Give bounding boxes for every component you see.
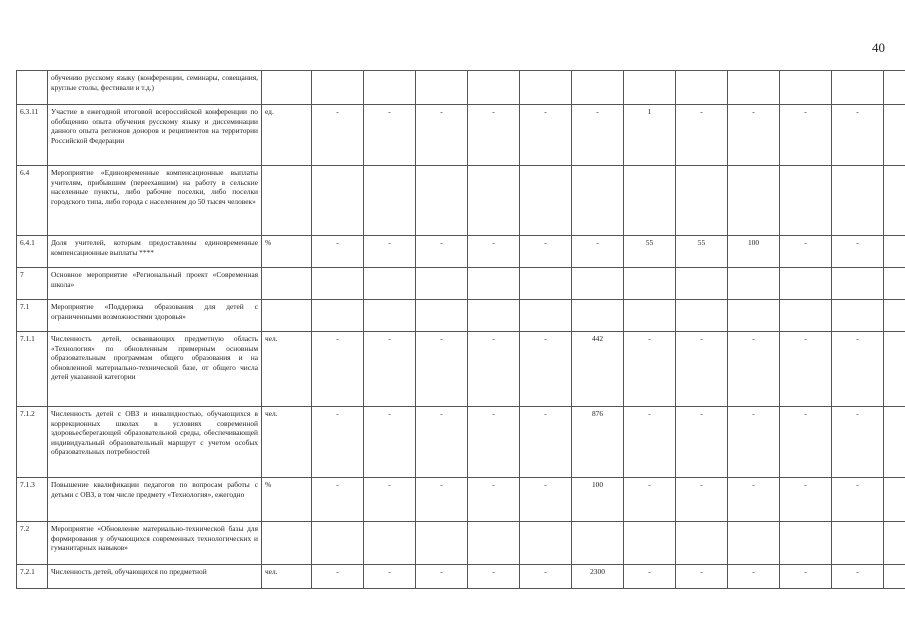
value-cell xyxy=(884,71,905,105)
value-cell: - xyxy=(468,478,520,522)
row-number: 7.1.2 xyxy=(17,407,48,478)
table-row xyxy=(17,166,905,236)
row-number: 7.2 xyxy=(17,522,48,565)
value-cell: - xyxy=(520,407,572,478)
value-cell xyxy=(468,268,520,300)
value-cell xyxy=(364,71,416,105)
value-cell: - xyxy=(416,236,468,268)
value-cell: - xyxy=(728,105,780,166)
value-cell: - xyxy=(832,332,884,407)
row-name: Основное мероприятие «Региональный проект «Современная школа» xyxy=(48,268,262,300)
table-row xyxy=(17,407,905,478)
value-cell xyxy=(884,332,905,407)
value-cell xyxy=(832,300,884,332)
value-cell xyxy=(832,166,884,236)
value-cell xyxy=(572,166,624,236)
value-cell xyxy=(676,522,728,565)
value-cell xyxy=(416,268,468,300)
value-cell xyxy=(780,166,832,236)
value-cell xyxy=(832,522,884,565)
value-cell xyxy=(520,71,572,105)
row-name: Численность детей, обучающихся по предметной xyxy=(48,565,262,589)
value-cell xyxy=(884,236,905,268)
value-cell: - xyxy=(416,332,468,407)
value-cell: - xyxy=(832,105,884,166)
row-number: 6.4 xyxy=(17,166,48,236)
value-cell xyxy=(572,300,624,332)
row-name: Мероприятие «Единовременные компенсационные выплаты учителям, прибывшим (переехавшим) на работу в сельские населенные пункты, либо рабочие поселки, либо поселки городского типа, либо города с населением до 50 тысяч человек» xyxy=(48,166,262,236)
value-cell: - xyxy=(364,332,416,407)
value-cell xyxy=(676,300,728,332)
value-cell xyxy=(780,268,832,300)
value-cell xyxy=(624,522,676,565)
row-number: 6.3.11 xyxy=(17,105,48,166)
row-unit xyxy=(262,166,312,236)
table-row xyxy=(17,268,905,300)
value-cell: - xyxy=(468,332,520,407)
value-cell xyxy=(780,300,832,332)
table-row xyxy=(17,478,905,522)
value-cell: - xyxy=(780,478,832,522)
value-cell: - xyxy=(676,407,728,478)
value-cell: - xyxy=(624,332,676,407)
value-cell xyxy=(884,166,905,236)
row-number xyxy=(17,71,48,105)
row-name: Мероприятие «Поддержка образования для детей с ограниченными возможностями здоровья» xyxy=(48,300,262,332)
table-row xyxy=(17,236,905,268)
value-cell: - xyxy=(416,105,468,166)
value-cell: - xyxy=(520,105,572,166)
value-cell: - xyxy=(780,565,832,589)
row-name: Доля учителей, которым предоставлены единовременные компенсационные выплаты **** xyxy=(48,236,262,268)
value-cell xyxy=(520,522,572,565)
value-cell: - xyxy=(416,478,468,522)
table-row xyxy=(17,71,905,105)
value-cell: - xyxy=(832,236,884,268)
value-cell: - xyxy=(312,565,364,589)
value-cell xyxy=(884,268,905,300)
value-cell xyxy=(416,522,468,565)
value-cell xyxy=(676,166,728,236)
value-cell: 55 xyxy=(624,236,676,268)
row-number: 7 xyxy=(17,268,48,300)
value-cell: 442 xyxy=(572,332,624,407)
value-cell xyxy=(832,268,884,300)
table-row xyxy=(17,565,905,589)
value-cell: - xyxy=(312,407,364,478)
value-cell xyxy=(728,268,780,300)
table-row xyxy=(17,522,905,565)
value-cell xyxy=(520,300,572,332)
value-cell: 100 xyxy=(728,236,780,268)
value-cell: 55 xyxy=(676,236,728,268)
table-row xyxy=(17,300,905,332)
value-cell xyxy=(312,268,364,300)
value-cell xyxy=(884,565,905,589)
value-cell: - xyxy=(832,478,884,522)
value-cell xyxy=(364,166,416,236)
value-cell: - xyxy=(676,565,728,589)
row-unit: ед. xyxy=(262,105,312,166)
value-cell xyxy=(884,300,905,332)
value-cell: - xyxy=(468,565,520,589)
value-cell xyxy=(884,105,905,166)
value-cell: - xyxy=(468,105,520,166)
value-cell: - xyxy=(624,478,676,522)
value-cell: - xyxy=(780,407,832,478)
row-number: 7.2.1 xyxy=(17,565,48,589)
value-cell: 876 xyxy=(572,407,624,478)
value-cell: - xyxy=(364,236,416,268)
indicators-table xyxy=(16,70,905,589)
value-cell xyxy=(780,522,832,565)
value-cell: - xyxy=(312,105,364,166)
value-cell: - xyxy=(520,332,572,407)
row-number: 7.1 xyxy=(17,300,48,332)
value-cell xyxy=(312,71,364,105)
row-name: Численность детей, осваивающих предметную область «Технология» по обновленным примерным основным образовательным программам общего образования и на обновленной материально-технической базе, от общего числа детей указанной категории xyxy=(48,332,262,407)
value-cell: - xyxy=(728,478,780,522)
value-cell xyxy=(416,166,468,236)
value-cell xyxy=(728,71,780,105)
value-cell xyxy=(780,71,832,105)
value-cell: - xyxy=(364,478,416,522)
row-name: Численность детей с ОВЗ и инвалидностью, обучающихся в коррекционных школах в условиях современной здоровьесберегающей образовательной среды, обеспечивающей индивидуальный образовательный маршрут с учетом особых образовательных потребностей xyxy=(48,407,262,478)
value-cell: 2300 xyxy=(572,565,624,589)
value-cell: - xyxy=(572,236,624,268)
value-cell xyxy=(624,300,676,332)
value-cell xyxy=(572,268,624,300)
value-cell xyxy=(572,71,624,105)
row-name: Мероприятие «Обновление материально-технической базы для формирования у обучающихся современных технологических и гуманитарных навыков» xyxy=(48,522,262,565)
value-cell xyxy=(572,522,624,565)
value-cell xyxy=(364,300,416,332)
value-cell xyxy=(676,71,728,105)
value-cell xyxy=(468,522,520,565)
value-cell xyxy=(832,71,884,105)
value-cell xyxy=(312,522,364,565)
table-row xyxy=(17,105,905,166)
row-unit xyxy=(262,71,312,105)
value-cell: - xyxy=(624,407,676,478)
row-unit: чел. xyxy=(262,565,312,589)
value-cell: - xyxy=(520,478,572,522)
value-cell xyxy=(468,71,520,105)
value-cell: - xyxy=(364,407,416,478)
value-cell: - xyxy=(676,332,728,407)
row-unit: % xyxy=(262,236,312,268)
row-unit xyxy=(262,300,312,332)
value-cell xyxy=(884,522,905,565)
value-cell: 1 xyxy=(624,105,676,166)
value-cell: - xyxy=(728,565,780,589)
value-cell xyxy=(884,478,905,522)
value-cell xyxy=(884,407,905,478)
value-cell xyxy=(624,268,676,300)
value-cell xyxy=(364,268,416,300)
value-cell: - xyxy=(676,478,728,522)
value-cell: - xyxy=(364,105,416,166)
row-number: 6.4.1 xyxy=(17,236,48,268)
value-cell xyxy=(728,522,780,565)
value-cell xyxy=(624,166,676,236)
value-cell: - xyxy=(416,565,468,589)
value-cell xyxy=(468,166,520,236)
value-cell: - xyxy=(728,407,780,478)
value-cell xyxy=(416,71,468,105)
value-cell: - xyxy=(728,332,780,407)
value-cell xyxy=(468,300,520,332)
value-cell xyxy=(520,268,572,300)
value-cell xyxy=(676,268,728,300)
value-cell: - xyxy=(416,407,468,478)
value-cell xyxy=(364,522,416,565)
row-name: Участие в ежегодной итоговой всероссийской конференции по обобщению опыта обучения русскому языку и диссеминации данного опыта регионов доноров и реципиентов на территории Российской Федерации xyxy=(48,105,262,166)
value-cell: - xyxy=(676,105,728,166)
value-cell: - xyxy=(364,565,416,589)
value-cell: - xyxy=(780,105,832,166)
value-cell: - xyxy=(572,105,624,166)
value-cell: - xyxy=(312,478,364,522)
row-name: обучению русскому языку (конференции, семинары, совещания, круглые столы, фестивали и т.д.) xyxy=(48,71,262,105)
row-name: Повышение квалификации педагогов по вопросам работы с детьми с ОВЗ, в том числе предмету «Технология», ежегодно xyxy=(48,478,262,522)
value-cell: 100 xyxy=(572,478,624,522)
value-cell xyxy=(416,300,468,332)
row-unit: чел. xyxy=(262,332,312,407)
value-cell: - xyxy=(624,565,676,589)
value-cell: - xyxy=(312,236,364,268)
value-cell xyxy=(520,166,572,236)
value-cell: - xyxy=(520,236,572,268)
value-cell: - xyxy=(468,236,520,268)
row-unit: чел. xyxy=(262,407,312,478)
value-cell: - xyxy=(780,332,832,407)
row-number: 7.1.1 xyxy=(17,332,48,407)
table-row xyxy=(17,332,905,407)
row-unit xyxy=(262,522,312,565)
value-cell xyxy=(312,166,364,236)
value-cell: - xyxy=(832,565,884,589)
value-cell: - xyxy=(468,407,520,478)
value-cell xyxy=(624,71,676,105)
value-cell: - xyxy=(832,407,884,478)
row-unit: % xyxy=(262,478,312,522)
value-cell: - xyxy=(312,332,364,407)
value-cell: - xyxy=(520,565,572,589)
value-cell: - xyxy=(780,236,832,268)
value-cell xyxy=(728,300,780,332)
row-number: 7.1.3 xyxy=(17,478,48,522)
page-number: 40 xyxy=(872,40,885,55)
value-cell xyxy=(312,300,364,332)
value-cell xyxy=(728,166,780,236)
row-unit xyxy=(262,268,312,300)
